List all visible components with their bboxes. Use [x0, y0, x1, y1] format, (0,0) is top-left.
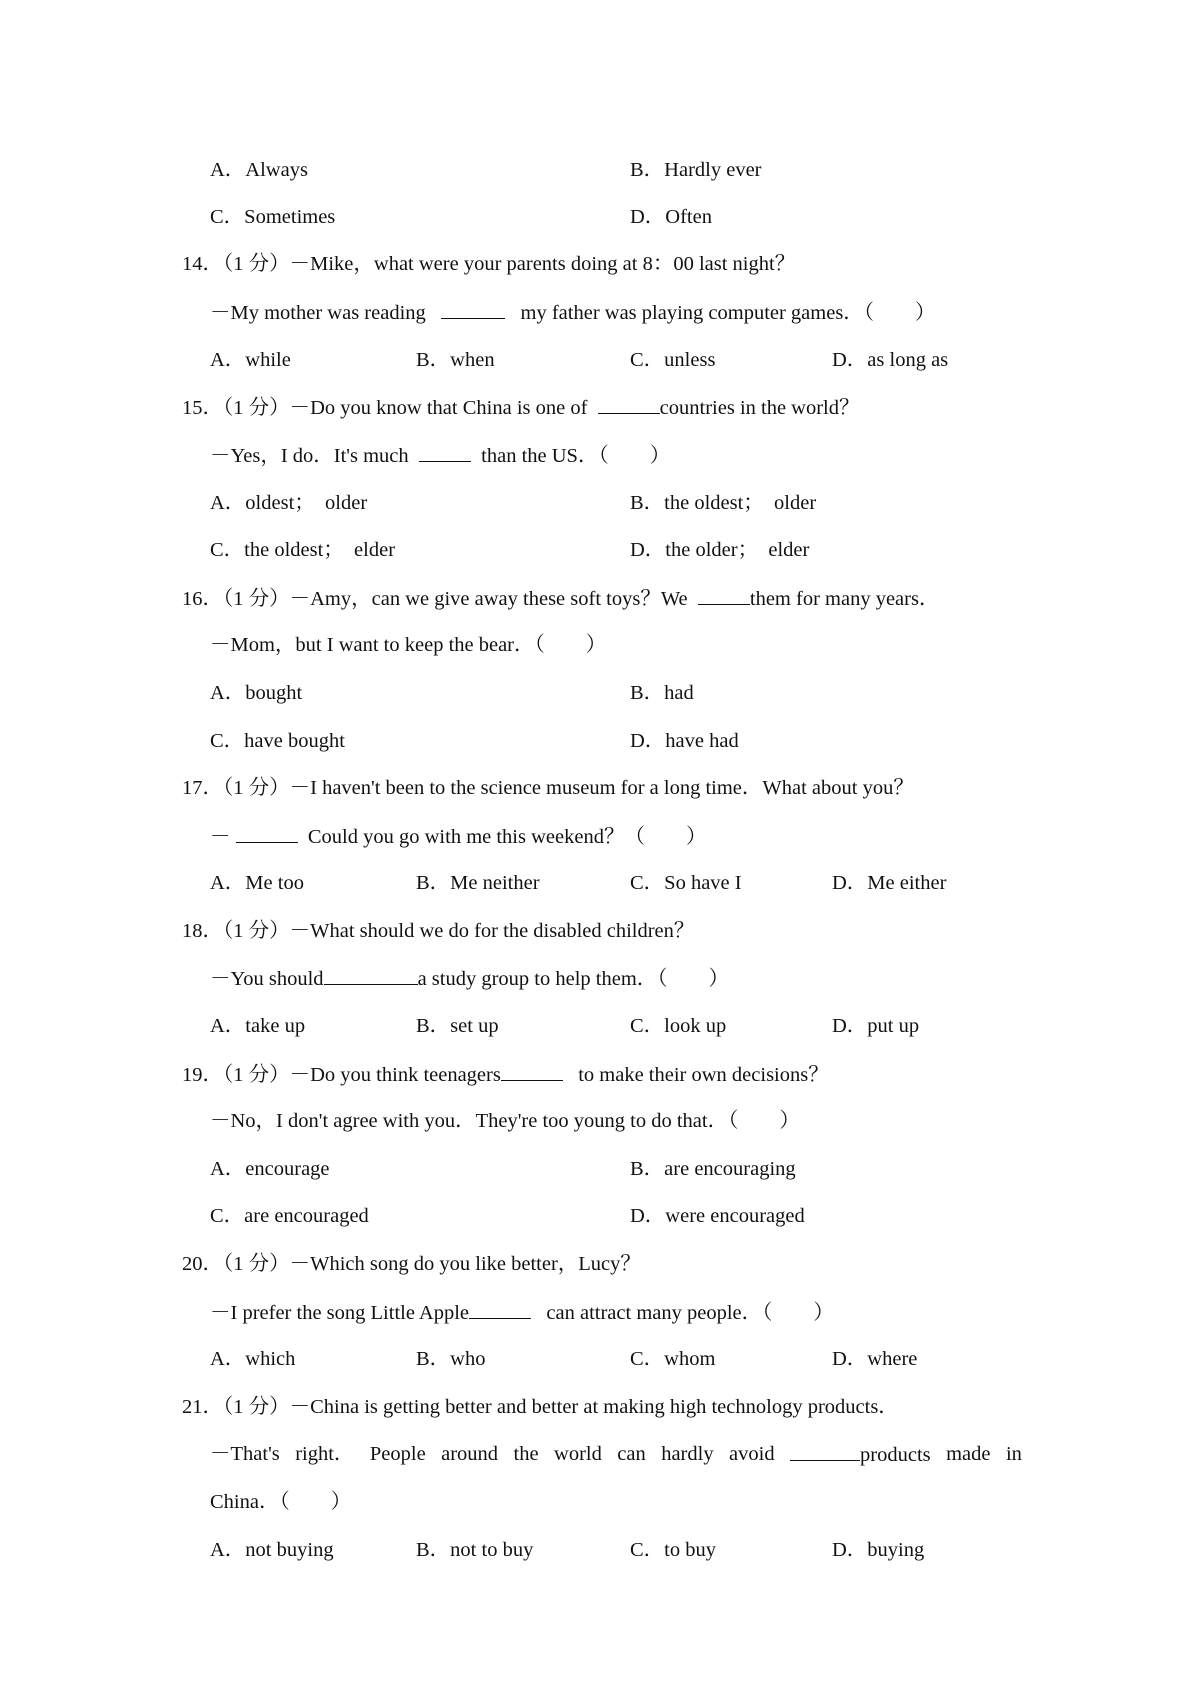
q17-option-a: A．Me too [210, 872, 304, 894]
q18-line2 [210, 964, 729, 993]
answer-blank [236, 822, 298, 843]
q21-word: avoid [729, 1443, 775, 1465]
q17-line2 [210, 822, 706, 851]
q14-line2-pre: －My mother was reading [210, 302, 426, 324]
q17-option-d: D．Me either [832, 872, 947, 894]
q16-line2: －Mom，but I want to keep the bear．（ ） [210, 634, 607, 656]
q19-stem-pre: 19．（1 分）－Do you think teenagers [182, 1064, 501, 1086]
q19-option-a: A．encourage [210, 1158, 330, 1180]
q21-word: People [369, 1443, 426, 1465]
q19-stem-post: to make their own decisions？ [578, 1064, 829, 1086]
q15-stem [182, 393, 860, 422]
q16-stem-pre: 16．（1 分）－Amy，can we give away these soft toys？We [182, 588, 688, 610]
q21-word: products [860, 1444, 931, 1466]
q13-option-c: C．Sometimes [210, 206, 336, 228]
answer-blank [441, 298, 505, 319]
q13-option-a: A．Always [210, 159, 308, 181]
q19-line2: －No，I don't agree with you．They're too young to do that．（ ） [210, 1110, 800, 1132]
q15-option-b: B．the oldest； older [630, 492, 817, 514]
q18-option-b: B．set up [416, 1015, 499, 1037]
q17-stem: 17．（1 分）－I haven't been to the science museum for a long time．What about you？ [182, 777, 914, 799]
q16-option-c: C．have bought [210, 730, 345, 752]
q20-stem: 20．（1 分）－Which song do you like better，Lucy？ [182, 1253, 641, 1275]
q18-line2-post: a study group to help them．（ ） [417, 968, 730, 990]
q15-option-d: D．the older； elder [630, 539, 810, 561]
q21-line2 [210, 1440, 1022, 1469]
q19-option-d: D．were encouraged [630, 1205, 805, 1227]
answer-blank [598, 393, 660, 414]
q16-stem [182, 584, 939, 613]
q18-line2-pre: －You should [210, 968, 324, 990]
q14-line2-post: my father was playing computer games．（ ） [520, 302, 936, 324]
answer-blank [790, 1440, 860, 1461]
q21-word: right． [295, 1443, 355, 1465]
q21-line3: China．（ ） [210, 1491, 352, 1513]
q21-option-a: A．not buying [210, 1539, 334, 1561]
q19-option-b: B．are encouraging [630, 1158, 796, 1180]
q20-option-c: C．whom [630, 1348, 716, 1370]
q21-word: hardly [661, 1443, 714, 1465]
q19-option-c: C．are encouraged [210, 1205, 369, 1227]
q21-word: made [946, 1443, 991, 1465]
q16-option-a: A．bought [210, 682, 303, 704]
q15-option-c: C．the oldest； elder [210, 539, 396, 561]
q16-stem-post: them for many years． [749, 588, 940, 610]
q15-line2-pre: －Yes，I do．It's much [210, 445, 409, 467]
q15-option-a: A．oldest； older [210, 492, 368, 514]
q20-option-b: B．who [416, 1348, 486, 1370]
q13-option-d: D．Often [630, 206, 712, 228]
q21-option-b: B．not to buy [416, 1539, 534, 1561]
q19-stem [182, 1060, 829, 1089]
q17-option-b: B．Me neither [416, 872, 540, 894]
q17-option-c: C．So have I [630, 872, 742, 894]
q21-word: can [617, 1443, 646, 1465]
q14-option-a: A．while [210, 349, 291, 371]
answer-blank [469, 1298, 531, 1319]
q16-option-d: D．have had [630, 730, 739, 752]
q20-option-d: D．where [832, 1348, 918, 1370]
q21-stem: 21．（1 分）－China is getting better and better at making high technology products． [182, 1396, 899, 1418]
q20-line2-post: can attract many people．（ ） [546, 1302, 834, 1324]
q14-option-d: D．as long as [832, 349, 949, 371]
q17-line2-pre: － [210, 826, 231, 848]
q21-word: around [441, 1443, 499, 1465]
answer-blank [419, 441, 471, 462]
q17-line2-post: Could you go with me this weekend？（ ） [307, 826, 707, 848]
answer-blank [324, 964, 418, 985]
q14-option-b: B．when [416, 349, 495, 371]
q14-option-c: C．unless [630, 349, 716, 371]
q15-line2-post: than the US．（ ） [481, 445, 671, 467]
q18-option-c: C．look up [630, 1015, 727, 1037]
q15-stem-pre: 15．（1 分）－Do you know that China is one of [182, 397, 588, 419]
q14-line2 [210, 298, 936, 327]
q14-stem: 14．（1 分）－Mike，what were your parents doing at 8：00 last night？ [182, 253, 796, 275]
q21-word: world [554, 1443, 602, 1465]
q18-option-d: D．put up [832, 1015, 920, 1037]
q21-option-c: C．to buy [630, 1539, 716, 1561]
answer-blank [698, 584, 750, 605]
q21-word: －That's [210, 1443, 280, 1465]
q15-line2 [210, 441, 670, 470]
q21-word: in [1005, 1443, 1022, 1465]
q20-option-a: A．which [210, 1348, 296, 1370]
answer-blank [501, 1060, 563, 1081]
q18-stem: 18．（1 分）－What should we do for the disabled children？ [182, 920, 695, 942]
q18-option-a: A．take up [210, 1015, 306, 1037]
q13-option-b: B．Hardly ever [630, 159, 762, 181]
q21-blank-products [790, 1440, 931, 1469]
q16-option-b: B．had [630, 682, 694, 704]
q21-option-d: D．buying [832, 1539, 925, 1561]
q20-line2-pre: －I prefer the song Little Apple [210, 1302, 470, 1324]
q20-line2 [210, 1298, 834, 1327]
q21-word: the [513, 1443, 539, 1465]
q15-stem-post: countries in the world？ [659, 397, 860, 419]
